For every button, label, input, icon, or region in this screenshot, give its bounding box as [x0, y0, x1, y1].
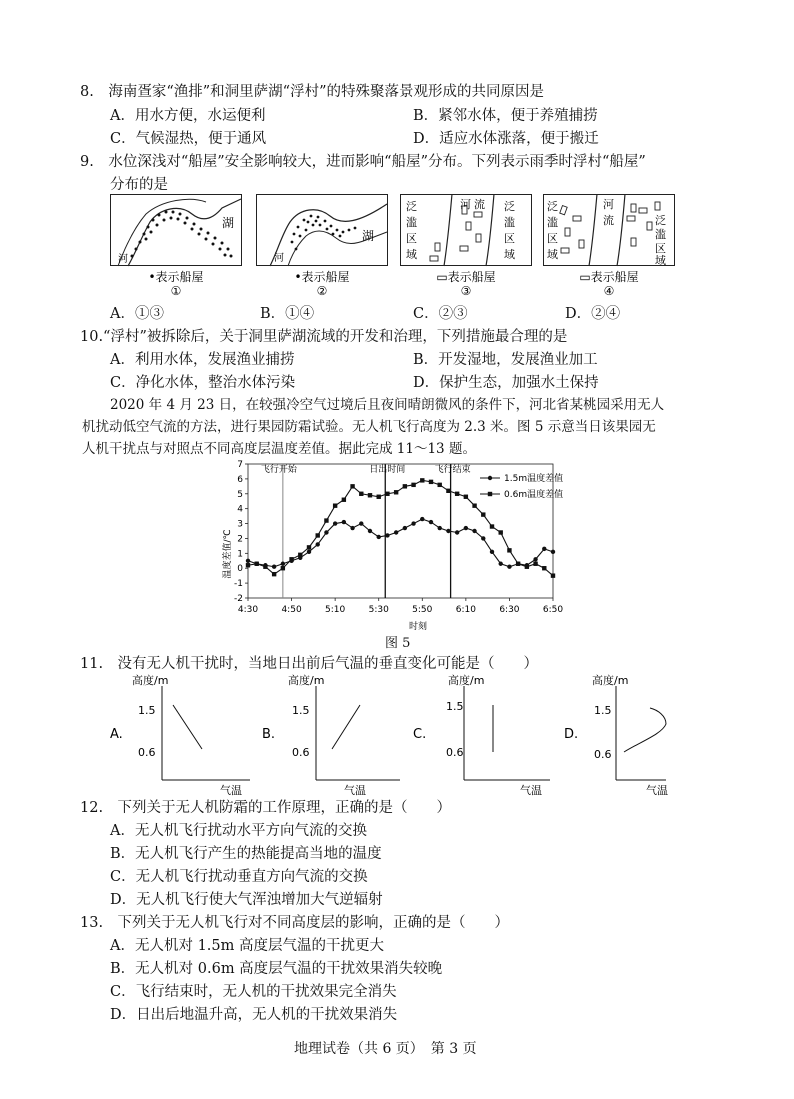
chart-point: [272, 565, 276, 569]
chart-point: [394, 530, 398, 534]
q12-option-c[interactable]: C．无人机飞行扰动垂直方向气流的交换: [110, 869, 368, 885]
chart-point: [333, 521, 337, 525]
chart-point: [377, 495, 381, 499]
chart-point: [420, 517, 424, 521]
q13-stem: 13. 下列关于无人机飞行对不同高度层的影响，正确的是（ ）: [80, 915, 510, 931]
chart-point: [507, 548, 511, 552]
chart-point: [316, 542, 320, 546]
legend-label: 1.5m温度差值: [504, 474, 564, 484]
map4-river-1: 河: [603, 198, 614, 211]
chart-point: [333, 503, 337, 507]
chart-point: [342, 498, 346, 502]
chart-point: [429, 520, 433, 524]
chart-point: [507, 565, 511, 569]
q8-stem: 8. 海南疍家“渔排”和洞里萨湖“浮村”的特殊聚落景观形成的共同原因是: [80, 84, 544, 100]
chart-ytick-label: 1: [237, 549, 243, 560]
chart-point: [551, 573, 555, 577]
chart-point: [516, 562, 520, 566]
q10-option-b[interactable]: B．开发湿地，发展渔业加工: [413, 352, 598, 368]
chart-point: [368, 529, 372, 533]
map1-number: ①: [170, 284, 182, 296]
q11-graph-a-tick-06: 0.6: [138, 746, 156, 759]
chart-point: [446, 489, 450, 493]
chart-legend: [480, 472, 563, 500]
q11-graph-d-tick-06: 0.6: [594, 748, 612, 761]
map2-number: ②: [316, 284, 328, 296]
map3-right-area-3: 区: [504, 232, 515, 245]
q13-option-d[interactable]: D．日出后地温升高，无人机的干扰效果消失: [110, 1007, 398, 1023]
chart-ytick-label: 4: [237, 504, 243, 515]
q11-graph-b-tick-06: 0.6: [292, 746, 310, 759]
map4-left-area-3: 区: [547, 232, 558, 245]
chart-xtick-label: 4:50: [281, 605, 302, 615]
q9-option-c[interactable]: C．②③: [413, 306, 468, 322]
map3-left-area-2: 滥: [406, 216, 417, 229]
q12-option-a[interactable]: A．无人机飞行扰动水平方向气流的交换: [110, 823, 367, 839]
chart-point: [298, 553, 302, 557]
chart-point: [481, 512, 485, 516]
chart-point: [394, 490, 398, 494]
chart-xtick-label: 6:50: [542, 605, 564, 615]
chart-point: [342, 520, 346, 524]
chart-point: [263, 565, 267, 569]
chart-point: [464, 495, 468, 499]
q8-option-c[interactable]: C．气候湿热，便于通风: [110, 131, 267, 147]
map3-left-area-3: 区: [406, 232, 417, 245]
q9-option-a[interactable]: A．①③: [110, 306, 164, 322]
q12-option-b[interactable]: B．无人机飞行产生的热能提高当地的温度: [110, 846, 382, 862]
map4-left-area-4: 域: [547, 248, 558, 261]
chart-point: [499, 562, 503, 566]
q9-option-b[interactable]: B．①④: [260, 306, 315, 322]
q11-graph-b-xlabel: 气温: [344, 784, 366, 797]
q8-option-b[interactable]: B．紧邻水体，便于养殖捕捞: [413, 108, 598, 124]
chart-point: [255, 562, 259, 566]
q11-graph-c[interactable]: [413, 673, 550, 797]
map1-lake-label: 湖: [222, 216, 235, 230]
chart-ytick-label: -1: [234, 579, 243, 590]
chart-point: [289, 557, 293, 561]
chart-point: [411, 521, 415, 525]
map4-left-area-2: 滥: [547, 216, 558, 229]
q11-graph-c-ylabel: 高度/m: [448, 674, 485, 687]
map4-right-area-1: 泛: [655, 214, 666, 227]
q9-option-d[interactable]: D．②④: [565, 306, 621, 322]
q11-graph-b-curve: [332, 705, 360, 749]
chart-point: [420, 478, 424, 482]
chart-point: [490, 524, 494, 528]
chart-point: [316, 533, 320, 537]
chart-xtick-label: 6:30: [499, 605, 520, 615]
map3-river-2: 流: [474, 198, 485, 211]
chart-annotation-label: 飞行开始: [260, 465, 297, 475]
map4-river-2: 流: [603, 214, 614, 227]
passage-line-2: 机扰动低空气流的方法，进行果园防霜试验。无人机飞行高度为 2.3 米。图 5 示意当日该果园无: [82, 419, 656, 435]
chart-xtick-label: 4:30: [237, 605, 259, 615]
figure-caption: 图 5: [385, 636, 411, 651]
chart-point: [350, 526, 354, 530]
q9-map-2: [256, 194, 388, 296]
q9-map-1: [110, 194, 242, 296]
map3-right-area-2: 滥: [504, 216, 515, 229]
q11-graph-d-tick-15: 1.5: [594, 704, 612, 717]
chart-ytick-label: 2: [237, 534, 243, 545]
q10-option-d[interactable]: D．保护生态，加强水土保持: [413, 375, 599, 391]
q10-option-c[interactable]: C．净化水体，整治水体污染: [110, 375, 296, 391]
chart-point: [411, 483, 415, 487]
q11-graph-a-curve: [173, 705, 202, 749]
map4-number: ④: [603, 284, 615, 296]
q8-option-a[interactable]: A．用水方便，水运便利: [110, 108, 266, 124]
chart-point: [455, 492, 459, 496]
chart-point: [307, 545, 311, 549]
q11-graph-a-letter: A.: [110, 727, 123, 742]
legend-label: 0.6m温度差值: [504, 490, 564, 500]
chart-ytick-label: 6: [237, 474, 243, 485]
q11-graph-d-letter: D.: [564, 727, 579, 742]
chart-point: [246, 559, 250, 563]
q11-graph-a[interactable]: [110, 673, 250, 797]
q11-graph-d-xlabel: 气温: [646, 784, 668, 797]
map3-right-area-1: 泛: [504, 200, 515, 213]
q11-graph-d[interactable]: [564, 673, 668, 797]
chart-ytick-label: -2: [234, 594, 243, 604]
chart-ytick-label: 3: [237, 519, 243, 530]
q11-graph-b-letter: B.: [262, 727, 276, 742]
map1-river-label: 河: [118, 254, 128, 265]
chart-point: [481, 536, 485, 540]
q13-option-b[interactable]: B．无人机对 0.6m 高度层气温的干扰效果消失较晚: [110, 961, 443, 977]
chart-point: [472, 503, 476, 507]
q9-map-4: [543, 194, 675, 296]
q11-stem: 11. 没有无人机干扰时，当地日出前后气温的垂直变化可能是（ ）: [80, 656, 539, 672]
q11-graph-d-ylabel: 高度/m: [592, 674, 629, 687]
map3-left-area-1: 泛: [406, 200, 417, 213]
chart-point: [533, 562, 537, 566]
q11-graph-c-tick-06: 0.6: [446, 746, 464, 759]
map4-right-area-4: 域: [655, 254, 666, 267]
map2-lake-label: 湖: [362, 229, 375, 243]
chart-point: [403, 484, 407, 488]
q10-option-a[interactable]: A．利用水体，发展渔业捕捞: [110, 352, 295, 368]
chart-point: [542, 566, 546, 570]
chart-point: [429, 480, 433, 484]
legend-marker: [488, 476, 492, 480]
chart-point: [438, 526, 442, 530]
chart-point: [446, 529, 450, 533]
chart-ytick-label: 7: [237, 460, 243, 470]
chart-annotation-label: 飞行结束: [434, 465, 471, 475]
q11-graph-a-xlabel: 气温: [220, 784, 242, 797]
chart-xtick-label: 5:30: [368, 605, 389, 615]
passage-line-1: 2020 年 4 月 23 日，在较强冷空气过境后且夜间晴朗微风的条件下，河北省某桃园采用无人: [110, 397, 665, 413]
q11-graph-a-tick-15: 1.5: [138, 704, 156, 717]
chart-point: [272, 572, 276, 576]
map2-river-label: 河: [274, 253, 284, 264]
map4-left-area-1: 泛: [547, 200, 558, 213]
map4-right-area-3: 区: [655, 242, 666, 255]
q12-stem: 12. 下列关于无人机防霜的工作原理，正确的是（ ）: [80, 800, 452, 816]
chart-point: [525, 565, 529, 569]
q11-graph-a-ylabel: 高度/m: [132, 674, 169, 687]
map2-legend: •表示船屋: [294, 270, 350, 284]
q11-graph-b-tick-15: 1.5: [292, 704, 310, 717]
chart-point: [472, 529, 476, 533]
chart-point: [385, 492, 389, 496]
q12-option-d[interactable]: D．无人机飞行使大气浑浊增加大气逆辐射: [110, 892, 383, 908]
q11-graph-c-tick-15: 1.5: [446, 700, 464, 713]
chart-point: [455, 530, 459, 534]
q11-graph-d-curve: [624, 708, 666, 752]
q13-option-c[interactable]: C．飞行结束时，无人机的干扰效果完全消失: [110, 984, 397, 1000]
q11-graph-c-letter: C.: [413, 727, 427, 742]
map1-legend: •表示船屋: [148, 270, 204, 284]
chart-point: [368, 493, 372, 497]
chart-point: [359, 492, 363, 496]
q11-graph-b[interactable]: [262, 673, 400, 797]
map3-river-1: 河: [460, 198, 471, 211]
chart-point: [281, 562, 285, 566]
passage-line-3: 人机干扰点与对照点不同高度层温度差值。据此完成 11～13 题。: [82, 441, 476, 457]
q11-graph-c-xlabel: 气温: [520, 784, 542, 797]
chart-point: [324, 518, 328, 522]
chart-xtick-label: 5:50: [412, 605, 433, 615]
chart-point: [542, 547, 546, 551]
chart-point: [403, 526, 407, 530]
chart-point: [281, 566, 285, 570]
chart-point: [377, 535, 381, 539]
q9-map-3: [400, 194, 532, 296]
q11-graphs: [110, 672, 670, 798]
chart-point: [246, 563, 250, 567]
map3-number: ③: [460, 284, 472, 296]
chart-plot-frame: [248, 464, 553, 598]
q11-graph-b-ylabel: 高度/m: [288, 674, 325, 687]
chart-ytick-label: 5: [237, 489, 243, 500]
chart-point: [499, 530, 503, 534]
map3-right-area-4: 域: [504, 248, 515, 261]
chart-point: [551, 550, 555, 554]
chart-point: [307, 550, 311, 554]
chart-point: [533, 557, 537, 561]
figure-5-chart: [218, 456, 588, 646]
page-footer: 地理试卷（共 6 页） 第 3 页: [294, 1041, 477, 1057]
chart-point: [464, 526, 468, 530]
chart-point: [385, 533, 389, 537]
chart-point: [324, 530, 328, 534]
legend-marker: [488, 492, 492, 496]
chart-xtick-label: 6:10: [455, 605, 476, 615]
chart-annotation-label: 日出时间: [369, 465, 406, 475]
map3-left-area-4: 域: [406, 248, 417, 261]
chart-point: [438, 483, 442, 487]
map4-legend: ▭表示船屋: [579, 270, 639, 284]
chart-ylabel: 温度差值/℃: [223, 529, 233, 579]
chart-point: [359, 521, 363, 525]
chart-point: [490, 550, 494, 554]
q13-option-a[interactable]: A．无人机对 1.5m 高度层气温的干扰更大: [110, 938, 384, 954]
q9-stem-cont: 分布的是: [110, 177, 168, 193]
map4-right-area-2: 滥: [655, 228, 666, 241]
chart-xlabel: 时刻: [408, 622, 428, 632]
chart-ytick-label: 0: [237, 564, 243, 575]
chart-point: [350, 484, 354, 488]
q8-option-d[interactable]: D．适应水体涨落，便于搬迁: [413, 131, 599, 147]
q9-stem: 9. 水位深浅对“船屋”安全影响较大，进而影响“船屋”分布。下列表示雨季时浮村“船屋”: [80, 154, 646, 170]
q10-stem: 10.“浮村”被拆除后，关于洞里萨湖流域的开发和治理，下列措施最合理的是: [80, 329, 568, 345]
map3-legend: ▭表示船屋: [436, 270, 496, 284]
chart-xtick-label: 5:10: [325, 605, 346, 615]
